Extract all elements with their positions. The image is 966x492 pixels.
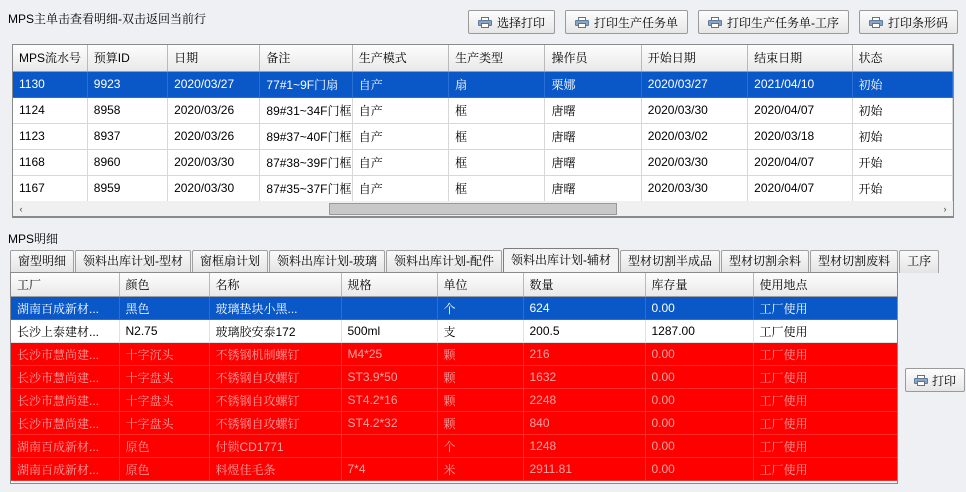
tab-6[interactable]: 型材切割半成品 bbox=[620, 250, 720, 273]
detail-cell[interactable]: 1248 bbox=[523, 435, 645, 458]
detail-cell[interactable]: 2911.81 bbox=[523, 458, 645, 481]
detail-table[interactable] bbox=[10, 272, 898, 484]
table-row[interactable] bbox=[11, 412, 897, 435]
mps-column-header[interactable]: 备注 bbox=[260, 45, 352, 71]
mps-cell[interactable]: 唐曙 bbox=[545, 123, 641, 149]
tab-4[interactable]: 领料出库计划-配件 bbox=[386, 250, 502, 273]
mps-cell[interactable]: 唐曙 bbox=[545, 149, 641, 175]
mps-cell[interactable]: 1123 bbox=[13, 123, 87, 149]
mps-cell[interactable]: 1168 bbox=[13, 149, 87, 175]
print-production-order-button[interactable] bbox=[565, 10, 688, 34]
mps-cell[interactable]: 初始 bbox=[852, 97, 952, 123]
table-row[interactable] bbox=[13, 149, 953, 175]
mps-column-header[interactable]: 预算ID bbox=[87, 45, 167, 71]
mps-cell[interactable]: 2020/03/18 bbox=[748, 123, 852, 149]
detail-cell[interactable]: 不锈钢自攻螺钉 bbox=[209, 366, 341, 389]
table-row[interactable] bbox=[11, 343, 897, 366]
mps-cell[interactable]: 8937 bbox=[87, 123, 167, 149]
detail-cell[interactable]: 十字盘头 bbox=[119, 366, 209, 389]
mps-cell[interactable]: 2020/03/30 bbox=[641, 149, 747, 175]
detail-cell[interactable]: 0.00 bbox=[645, 458, 753, 481]
mps-cell[interactable]: 开始 bbox=[852, 175, 952, 201]
select-print-label: 选择打印 bbox=[496, 15, 545, 30]
tab-7[interactable]: 型材切割余料 bbox=[721, 250, 809, 273]
detail-cell[interactable]: 500ml bbox=[341, 320, 437, 343]
detail-cell[interactable]: 不锈钢机制螺钉 bbox=[209, 343, 341, 366]
detail-cell[interactable]: ST4.2*32 bbox=[341, 412, 437, 435]
detail-cell[interactable]: 十字盘头 bbox=[119, 389, 209, 412]
detail-cell[interactable]: 1632 bbox=[523, 366, 645, 389]
detail-cell[interactable]: 不锈钢自攻螺钉 bbox=[209, 412, 341, 435]
printer-icon bbox=[708, 17, 722, 28]
mps-cell[interactable]: 栗娜 bbox=[545, 71, 641, 97]
mps-column-header[interactable]: 结束日期 bbox=[748, 45, 852, 71]
mps-column-header[interactable]: 日期 bbox=[168, 45, 260, 71]
tab-0[interactable]: 窗型明细 bbox=[10, 250, 74, 273]
mps-header-row bbox=[13, 45, 953, 71]
mps-cell[interactable]: 框 bbox=[449, 123, 545, 149]
detail-cell[interactable]: 长沙市慧尚建... bbox=[11, 343, 119, 366]
mps-cell[interactable]: 2020/03/30 bbox=[168, 175, 260, 201]
detail-cell[interactable]: 0.00 bbox=[645, 435, 753, 458]
mps-column-header[interactable]: 状态 bbox=[852, 45, 952, 71]
mps-cell[interactable]: 2020/03/27 bbox=[641, 71, 747, 97]
select-print-button[interactable] bbox=[468, 10, 555, 34]
mps-cell[interactable]: 唐曙 bbox=[545, 175, 641, 201]
detail-cell[interactable]: 颗 bbox=[437, 412, 523, 435]
mps-cell[interactable]: 2020/03/26 bbox=[168, 97, 260, 123]
detail-cell[interactable]: M4*25 bbox=[341, 343, 437, 366]
detail-cell[interactable]: 工厂使用 bbox=[753, 343, 897, 366]
detail-column-header[interactable]: 库存量 bbox=[645, 273, 753, 297]
detail-cell[interactable]: 7*4 bbox=[341, 458, 437, 481]
table-row[interactable] bbox=[11, 435, 897, 458]
mps-cell[interactable]: 2020/03/30 bbox=[168, 149, 260, 175]
mps-table[interactable] bbox=[12, 44, 954, 218]
tab-1[interactable]: 领料出库计划-型材 bbox=[75, 250, 191, 273]
detail-column-header[interactable]: 规格 bbox=[341, 273, 437, 297]
detail-cell[interactable]: 玻璃垫块小黑... bbox=[209, 297, 341, 320]
mps-cell[interactable]: 自产 bbox=[352, 71, 448, 97]
detail-cell[interactable]: 2248 bbox=[523, 389, 645, 412]
print-production-order-process-label: 打印生产任务单-工序 bbox=[726, 15, 839, 30]
mps-cell[interactable]: 8960 bbox=[87, 149, 167, 175]
detail-cell[interactable]: 湖南百成新材... bbox=[11, 458, 119, 481]
detail-cell[interactable]: 0.00 bbox=[645, 412, 753, 435]
mps-cell[interactable]: 2020/03/02 bbox=[641, 123, 747, 149]
detail-cell[interactable]: 工厂使用 bbox=[753, 297, 897, 320]
mps-cell[interactable]: 2020/03/30 bbox=[641, 97, 747, 123]
mps-column-header[interactable]: 操作员 bbox=[545, 45, 641, 71]
print-production-order-process-button[interactable] bbox=[698, 10, 849, 34]
detail-cell[interactable]: 0.00 bbox=[645, 343, 753, 366]
detail-cell[interactable]: 工厂使用 bbox=[753, 458, 897, 481]
detail-cell[interactable]: 0.00 bbox=[645, 297, 753, 320]
mps-cell[interactable]: 自产 bbox=[352, 97, 448, 123]
mps-cell[interactable]: 87#38~39F门框 bbox=[260, 149, 352, 175]
detail-column-header[interactable]: 单位 bbox=[437, 273, 523, 297]
detail-cell[interactable]: 1287.00 bbox=[645, 320, 753, 343]
tab-9[interactable]: 工序 bbox=[899, 250, 939, 273]
printer-icon bbox=[575, 17, 589, 28]
detail-cell[interactable]: 工厂使用 bbox=[753, 389, 897, 412]
detail-cell[interactable]: 216 bbox=[523, 343, 645, 366]
detail-column-header[interactable]: 名称 bbox=[209, 273, 341, 297]
detail-cell[interactable]: 颗 bbox=[437, 343, 523, 366]
detail-cell[interactable]: 十字沉头 bbox=[119, 343, 209, 366]
table-row[interactable] bbox=[13, 175, 953, 201]
print-barcode-label: 打印条形码 bbox=[887, 15, 948, 30]
detail-cell[interactable]: 付锁CD1771 bbox=[209, 435, 341, 458]
detail-cell[interactable]: 个 bbox=[437, 435, 523, 458]
detail-cell[interactable]: 624 bbox=[523, 297, 645, 320]
detail-cell[interactable]: 十字盘头 bbox=[119, 412, 209, 435]
mps-cell[interactable]: 77#1~9F门扇 bbox=[260, 71, 352, 97]
mps-horizontal-scrollbar[interactable] bbox=[12, 201, 954, 217]
detail-tabs bbox=[10, 249, 932, 273]
detail-cell[interactable]: 原色 bbox=[119, 435, 209, 458]
table-row[interactable] bbox=[11, 458, 897, 481]
printer-icon bbox=[869, 17, 883, 28]
mps-cell[interactable]: 唐曙 bbox=[545, 97, 641, 123]
mps-cell[interactable]: 1167 bbox=[13, 175, 87, 201]
table-row[interactable] bbox=[11, 297, 897, 320]
detail-cell[interactable]: 0.00 bbox=[645, 389, 753, 412]
mps-cell[interactable]: 2020/03/30 bbox=[641, 175, 747, 201]
scroll-left-arrow-icon[interactable]: ‹ bbox=[13, 202, 29, 216]
print-barcode-button[interactable] bbox=[859, 10, 958, 34]
detail-cell[interactable]: 黑色 bbox=[119, 297, 209, 320]
table-row[interactable] bbox=[11, 389, 897, 412]
mps-column-header[interactable]: MPS流水号 bbox=[13, 45, 87, 71]
detail-cell[interactable]: 长沙市慧尚建... bbox=[11, 412, 119, 435]
mps-cell[interactable]: 89#37~40F门框 bbox=[260, 123, 352, 149]
tab-3[interactable]: 领料出库计划-玻璃 bbox=[269, 250, 385, 273]
mps-cell[interactable]: 89#31~34F门框 bbox=[260, 97, 352, 123]
detail-header-row bbox=[11, 273, 897, 297]
top-toolbar bbox=[0, 0, 966, 44]
mps-cell[interactable]: 框 bbox=[449, 97, 545, 123]
mps-cell[interactable]: 开始 bbox=[852, 149, 952, 175]
scrollbar-track[interactable] bbox=[29, 202, 937, 216]
detail-cell[interactable]: 840 bbox=[523, 412, 645, 435]
detail-cell[interactable]: 不锈钢自攻螺钉 bbox=[209, 389, 341, 412]
detail-cell[interactable]: 长沙市慧尚建... bbox=[11, 366, 119, 389]
detail-cell[interactable]: 工厂使用 bbox=[753, 366, 897, 389]
table-row[interactable] bbox=[11, 366, 897, 389]
toolbar-button-group bbox=[468, 10, 958, 34]
mps-cell[interactable]: 1124 bbox=[13, 97, 87, 123]
mps-cell[interactable]: 扇 bbox=[449, 71, 545, 97]
mps-cell[interactable]: 9923 bbox=[87, 71, 167, 97]
detail-print-button[interactable] bbox=[905, 368, 965, 392]
mps-column-header[interactable]: 生产模式 bbox=[352, 45, 448, 71]
detail-cell[interactable]: 工厂使用 bbox=[753, 412, 897, 435]
mps-column-header[interactable]: 开始日期 bbox=[641, 45, 747, 71]
detail-cell[interactable]: 料煜佳毛条 bbox=[209, 458, 341, 481]
detail-cell[interactable]: N2.75 bbox=[119, 320, 209, 343]
detail-cell[interactable]: 颗 bbox=[437, 366, 523, 389]
detail-cell[interactable]: 工厂使用 bbox=[753, 320, 897, 343]
printer-icon bbox=[914, 375, 928, 386]
mps-cell[interactable]: 初始 bbox=[852, 71, 952, 97]
mps-cell[interactable]: 自产 bbox=[352, 149, 448, 175]
mps-cell[interactable]: 2020/03/27 bbox=[168, 71, 260, 97]
detail-cell[interactable]: 工厂使用 bbox=[753, 435, 897, 458]
table-row[interactable] bbox=[11, 320, 897, 343]
table-row[interactable] bbox=[13, 71, 953, 97]
detail-cell[interactable]: 个 bbox=[437, 297, 523, 320]
mps-cell[interactable]: 框 bbox=[449, 175, 545, 201]
mps-cell[interactable]: 自产 bbox=[352, 123, 448, 149]
detail-cell[interactable]: 米 bbox=[437, 458, 523, 481]
detail-section-title: MPS明细 bbox=[8, 232, 59, 246]
mps-cell[interactable]: 87#35~37F门框 bbox=[260, 175, 352, 201]
detail-print-label: 打印 bbox=[932, 373, 957, 388]
detail-cell[interactable]: ST3.9*50 bbox=[341, 366, 437, 389]
detail-cell[interactable]: 原色 bbox=[119, 458, 209, 481]
mps-cell[interactable]: 2020/04/07 bbox=[748, 149, 852, 175]
mps-cell[interactable]: 框 bbox=[449, 149, 545, 175]
detail-cell[interactable]: 湖南百成新材... bbox=[11, 435, 119, 458]
mps-cell[interactable]: 8959 bbox=[87, 175, 167, 201]
mps-column-header[interactable]: 生产类型 bbox=[449, 45, 545, 71]
detail-cell[interactable]: ST4.2*16 bbox=[341, 389, 437, 412]
detail-column-header[interactable]: 使用地点 bbox=[753, 273, 897, 297]
detail-cell[interactable]: 200.5 bbox=[523, 320, 645, 343]
detail-cell[interactable]: 支 bbox=[437, 320, 523, 343]
detail-cell[interactable] bbox=[341, 297, 437, 320]
tab-5[interactable]: 领料出库计划-辅材 bbox=[503, 248, 619, 273]
scrollbar-thumb[interactable] bbox=[329, 203, 617, 215]
table-row[interactable] bbox=[13, 97, 953, 123]
detail-column-header[interactable]: 数量 bbox=[523, 273, 645, 297]
printer-icon bbox=[478, 17, 492, 28]
tab-8[interactable]: 型材切割废料 bbox=[810, 250, 898, 273]
detail-cell[interactable] bbox=[341, 435, 437, 458]
mps-cell[interactable]: 2020/04/07 bbox=[748, 175, 852, 201]
page-title: MPS主单击查看明细-双击返回当前行 bbox=[8, 12, 207, 26]
mps-cell[interactable]: 自产 bbox=[352, 175, 448, 201]
mps-cell[interactable]: 2021/04/10 bbox=[748, 71, 852, 97]
mps-cell[interactable]: 初始 bbox=[852, 123, 952, 149]
detail-cell[interactable]: 颗 bbox=[437, 389, 523, 412]
mps-cell[interactable]: 2020/04/07 bbox=[748, 97, 852, 123]
mps-cell[interactable]: 2020/03/26 bbox=[168, 123, 260, 149]
mps-cell[interactable]: 8958 bbox=[87, 97, 167, 123]
detail-column-header[interactable]: 工厂 bbox=[11, 273, 119, 297]
detail-cell[interactable]: 长沙市慧尚建... bbox=[11, 389, 119, 412]
table-row[interactable] bbox=[13, 123, 953, 149]
tab-2[interactable]: 窗框扇计划 bbox=[192, 250, 268, 273]
print-production-order-label: 打印生产任务单 bbox=[593, 15, 678, 30]
mps-cell[interactable]: 1130 bbox=[13, 71, 87, 97]
detail-cell[interactable]: 玻璃胶安泰172 bbox=[209, 320, 341, 343]
detail-cell[interactable]: 长沙上泰建材... bbox=[11, 320, 119, 343]
detail-cell[interactable]: 0.00 bbox=[645, 366, 753, 389]
scroll-right-arrow-icon[interactable]: › bbox=[937, 202, 953, 216]
detail-cell[interactable]: 湖南百成新材... bbox=[11, 297, 119, 320]
detail-column-header[interactable]: 颜色 bbox=[119, 273, 209, 297]
